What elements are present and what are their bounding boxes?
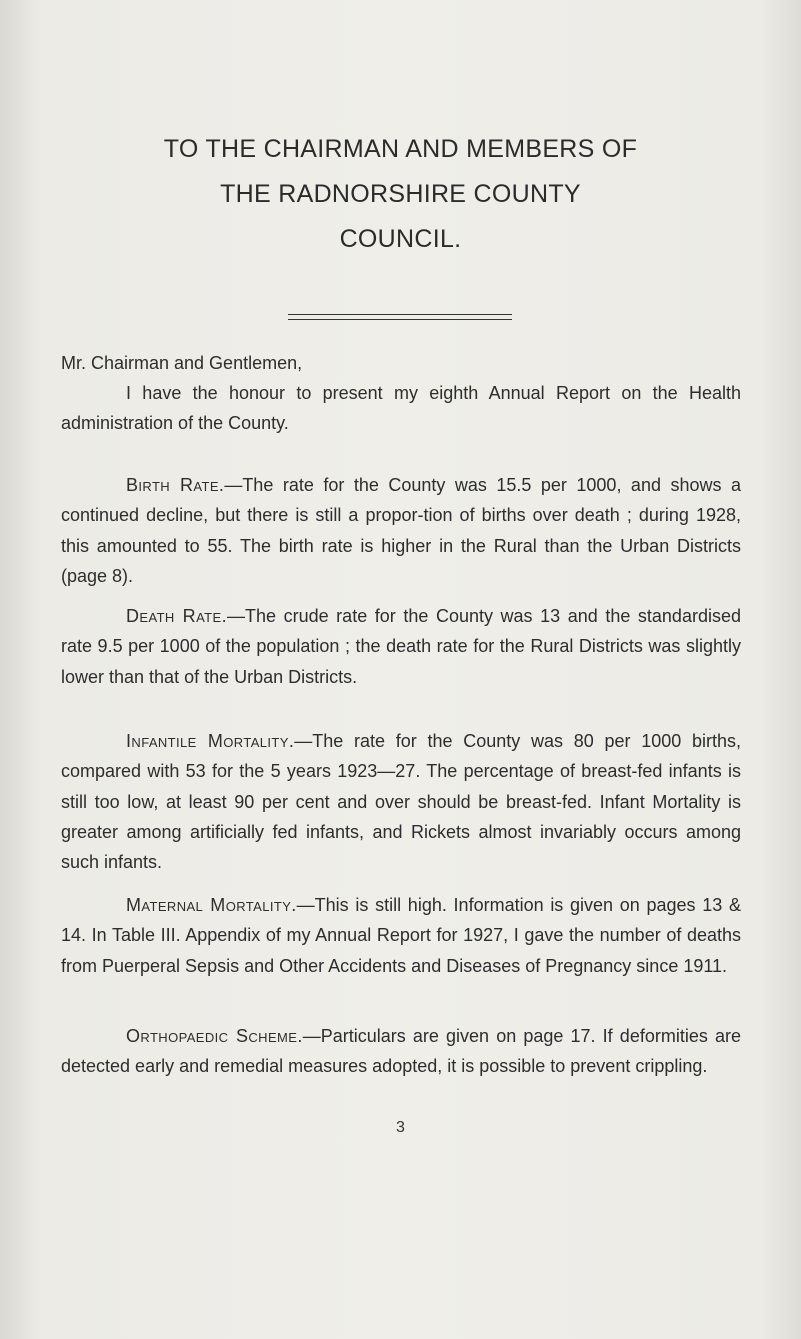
double-rule-top [288,314,512,315]
heading-death-rate: Death Rate. [126,606,227,626]
double-rule-bottom [288,319,512,320]
paragraph-birth-rate [61,470,741,591]
paragraph-death-rate [61,601,741,692]
page-number: 3 [396,1119,405,1136]
paragraph-birth-rate-text: —The rate for the County was 15.5 per 1000, and shows a continued decline, but there is still a propor-tion of births over death ; during 1928, this amounted to 55. The birth rate is higher in the Rural than the Urban Districts (page 8). [61,475,741,586]
paragraph-infantile-mortality-text: —The rate for the County was 80 per 1000 births, compared with 53 for the 5 years 1923—27. The percentage of breast-fed infants is still too low, at least 90 per cent and over should be breast-fed. Infant Mortality is greater among artificially fed infants, and Rickets almost invariably occurs among such infants. [61,731,741,873]
paragraph-intro-text: I have the honour to present my eighth Annual Report on the Health administration of the County. [61,383,741,434]
paragraph-death-rate-text: —The crude rate for the County was 13 and the standardised rate 9.5 per 1000 of the population ; the death rate for the Rural Districts was slightly lower than that of the Urban Districts. [61,606,741,687]
title-line-3: COUNCIL. [339,225,462,253]
title-line-1: TO THE CHAIRMAN AND MEMBERS OF [163,135,638,163]
paragraph-infantile-mortality [61,726,741,877]
heading-infantile-mortality: Infantile Mortality. [126,731,295,751]
paragraph-maternal-mortality [61,890,741,981]
heading-maternal-mortality: Maternal Mortality. [126,895,297,915]
salutation: Mr. Chairman and Gentlemen, [61,353,303,373]
heading-orthopaedic-scheme: Orthopaedic Scheme. [126,1026,303,1046]
paragraph-orthopaedic-scheme [61,1021,741,1082]
heading-birth-rate: Birth Rate. [126,475,225,495]
title-line-2: THE RADNORSHIRE COUNTY [220,180,581,208]
paragraph-orthopaedic-scheme-text: —Particulars are given on page 17. If deformities are detected early and remedial measures adopted, it is possible to prevent crippling. [61,1026,741,1077]
paragraph-intro [61,378,741,439]
paragraph-maternal-mortality-text: —This is still high. Information is given on pages 13 & 14. In Table III. Appendix of my Annual Report for 1927, I gave the number of deaths from Puerperal Sepsis and Other Accidents and Diseases of Pregnancy since 1911. [61,895,741,976]
